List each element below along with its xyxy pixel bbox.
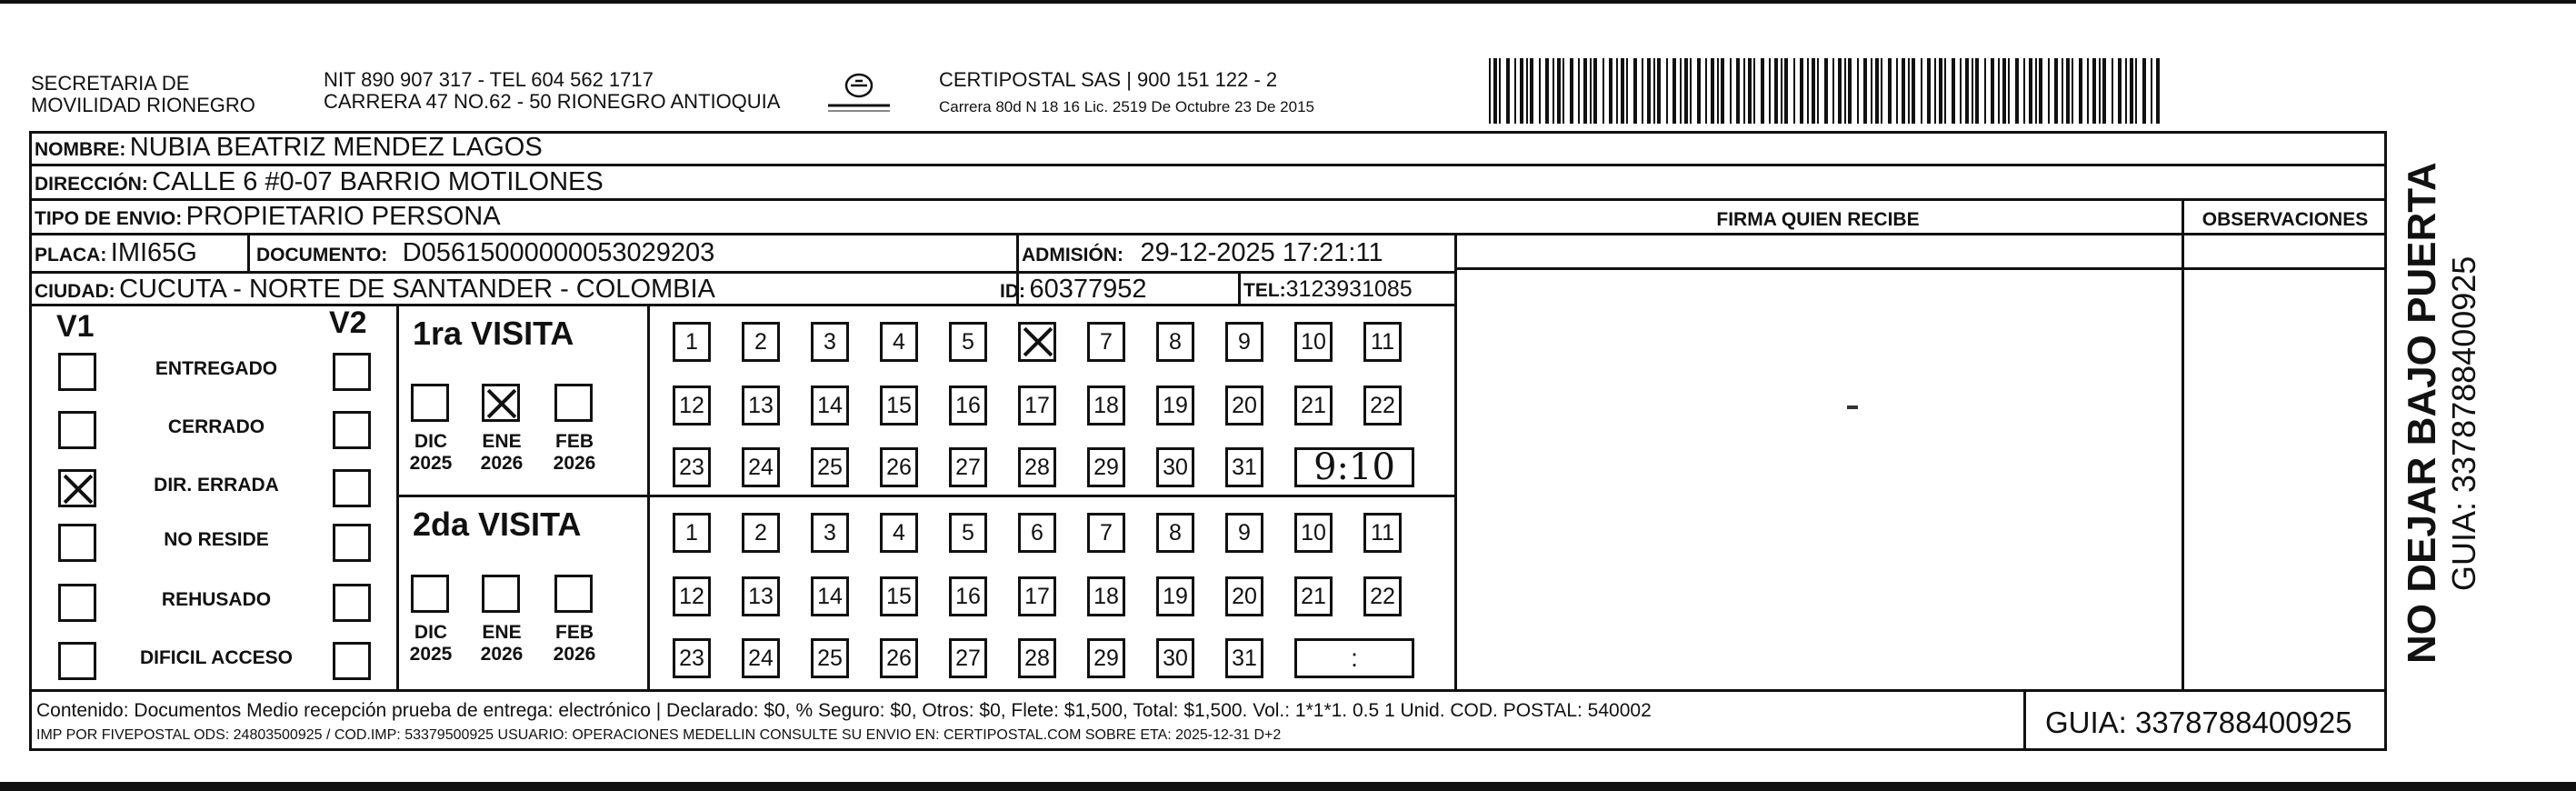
- status-option-label: NO RESIDE: [164, 529, 269, 550]
- day-box[interactable]: 10: [1294, 322, 1333, 362]
- nombre-value: NUBIA BEATRIZ MENDEZ LAGOS: [129, 133, 543, 162]
- day-box[interactable]: 13: [742, 385, 780, 426]
- visit-title: 1ra VISITA: [413, 315, 574, 352]
- placa-cell: [35, 238, 197, 268]
- month-checkbox[interactable]: [482, 575, 520, 613]
- certipostal-logo: [823, 69, 895, 116]
- v2-label: V2: [329, 305, 367, 340]
- nit-line-1: NIT 890 907 317 - TEL 604 562 1717: [324, 68, 654, 91]
- v1-checkbox[interactable]: [58, 469, 96, 507]
- id-label: ID:: [1000, 281, 1025, 302]
- ciudad-label: CIUDAD:: [35, 281, 115, 302]
- barcode-icon: [1489, 58, 2162, 124]
- day-box[interactable]: 31: [1225, 638, 1263, 678]
- day-box[interactable]: 9: [1225, 322, 1263, 362]
- imp-text: IMP POR FIVEPOSTAL ODS: 24803500925 / COD.IMP: 53379500925 USUARIO: OPERACIONES MEDELLIN CONSULTE SU ENVIO EN: CERTIPOSTAL.COM SOBRE ETA: 2025-12-31 D+2: [36, 727, 1282, 743]
- day-box[interactable]: 29: [1087, 638, 1125, 678]
- tel-label: TEL:: [1243, 280, 1286, 301]
- day-box[interactable]: 14: [811, 385, 849, 426]
- month-checkbox[interactable]: [482, 384, 520, 422]
- month-name: FEB: [555, 622, 594, 643]
- day-box[interactable]: 20: [1225, 576, 1263, 616]
- day-box[interactable]: 13: [742, 576, 780, 616]
- day-box[interactable]: 2: [742, 513, 780, 553]
- day-box[interactable]: 29: [1087, 447, 1125, 487]
- day-box[interactable]: 17: [1018, 385, 1056, 426]
- day-box[interactable]: 22: [1363, 576, 1402, 616]
- day-box[interactable]: 12: [673, 576, 711, 616]
- month-checkbox[interactable]: [411, 575, 449, 613]
- month-label: [474, 431, 529, 475]
- month-label: [547, 622, 602, 666]
- month-name: DIC: [414, 622, 448, 643]
- day-box[interactable]: 27: [949, 447, 987, 487]
- signature-mark: [1847, 406, 1858, 409]
- time-box[interactable]: :: [1294, 638, 1414, 678]
- day-box[interactable]: 24: [742, 638, 780, 678]
- month-name: ENE: [482, 431, 522, 452]
- day-box[interactable]: 26: [880, 638, 918, 678]
- carrier-line-2: Carrera 80d N 18 16 Lic. 2519 De Octubre 23 De 2015: [939, 98, 1314, 115]
- day-box[interactable]: 9: [1225, 513, 1263, 553]
- month-year: 2025: [409, 453, 453, 474]
- day-box[interactable]: 8: [1156, 322, 1194, 362]
- admision-value: 29-12-2025 17:21:11: [1140, 238, 1383, 267]
- month-name: DIC: [414, 431, 448, 452]
- day-box[interactable]: [1018, 322, 1056, 362]
- id-value: 60377952: [1029, 275, 1147, 304]
- v1-checkbox[interactable]: [58, 353, 96, 391]
- day-box[interactable]: 23: [673, 638, 711, 678]
- day-box[interactable]: 3: [811, 322, 849, 362]
- day-box[interactable]: 25: [811, 638, 849, 678]
- org-line-2: MOVILIDAD RIONEGRO: [31, 94, 255, 116]
- month-checkbox[interactable]: [411, 384, 449, 422]
- day-box[interactable]: 18: [1087, 576, 1125, 616]
- v2-checkbox[interactable]: [333, 584, 371, 622]
- observaciones-label: OBSERVACIONES: [2202, 209, 2369, 230]
- day-box[interactable]: 10: [1294, 513, 1333, 553]
- status-option-label: CERRADO: [167, 416, 265, 437]
- direccion-value: CALLE 6 #0-07 BARRIO MOTILONES: [152, 167, 604, 196]
- month-year: 2026: [480, 644, 524, 665]
- v1-checkbox[interactable]: [58, 411, 96, 449]
- day-box[interactable]: 28: [1018, 447, 1056, 487]
- day-box[interactable]: 11: [1363, 513, 1402, 553]
- status-option-label: DIR. ERRADA: [154, 475, 279, 496]
- v1-checkbox[interactable]: [58, 584, 96, 622]
- day-box[interactable]: 3: [811, 513, 849, 553]
- day-box[interactable]: 28: [1018, 638, 1056, 678]
- no-dejar-text: NO DEJAR BAJO PUERTA: [2400, 162, 2444, 664]
- day-box[interactable]: 11: [1363, 322, 1402, 362]
- top-border: [0, 0, 2576, 4]
- day-box[interactable]: 20: [1225, 385, 1263, 426]
- v1-checkbox[interactable]: [58, 524, 96, 562]
- day-box[interactable]: 19: [1156, 576, 1194, 616]
- v2-checkbox[interactable]: [333, 353, 371, 391]
- month-year: 2026: [553, 453, 596, 474]
- month-year: 2026: [480, 453, 524, 474]
- month-checkbox[interactable]: [554, 384, 593, 422]
- nit-line-2: CARRERA 47 NO.62 - 50 RIONEGRO ANTIOQUIA: [324, 90, 781, 113]
- day-box[interactable]: 24: [742, 447, 780, 487]
- month-label: [404, 431, 458, 475]
- day-box[interactable]: 1: [673, 513, 711, 553]
- day-box[interactable]: 25: [811, 447, 849, 487]
- placa-label: PLACA:: [35, 245, 107, 265]
- day-box[interactable]: 1: [673, 322, 711, 362]
- month-name: FEB: [555, 431, 594, 452]
- day-box[interactable]: 2: [742, 322, 780, 362]
- day-box[interactable]: 27: [949, 638, 987, 678]
- documento-value: D05615000000053029203: [402, 238, 715, 267]
- day-box[interactable]: 7: [1087, 322, 1125, 362]
- day-box[interactable]: 21: [1294, 576, 1333, 616]
- day-box[interactable]: 5: [949, 322, 987, 362]
- month-label: [547, 431, 602, 475]
- day-box[interactable]: 31: [1225, 447, 1263, 487]
- placa-value: IMI65G: [110, 238, 197, 267]
- day-box[interactable]: 26: [880, 447, 918, 487]
- month-year: 2025: [409, 644, 453, 665]
- direccion-label: DIRECCIÓN:: [35, 174, 148, 195]
- day-box[interactable]: 16: [949, 385, 987, 426]
- firma-label: FIRMA QUIEN RECIBE: [1716, 209, 1920, 230]
- carrier-line-1: CERTIPOSTAL SAS | 900 151 122 - 2: [939, 68, 1278, 91]
- month-label: [404, 622, 458, 666]
- ciudad-cell: [35, 275, 715, 305]
- v2-checkbox[interactable]: [333, 642, 371, 680]
- day-box[interactable]: 15: [880, 385, 918, 426]
- org-line-1: SECRETARIA DE: [31, 72, 190, 95]
- side-guia-text: GUIA: 3378788400925: [2445, 255, 2482, 591]
- status-option-label: ENTREGADO: [155, 358, 278, 379]
- direccion-row: [35, 167, 604, 197]
- contenido-text: Contenido: Documentos Medio recepción prueba de entrega: electrónico | Declarado: $0, % Seguro: $0, Otros: $0, Flete: $1,500, Total: $1,500. Vol.: 1*1*1. 0.5 1 Unid. COD. POSTAL: 540002: [36, 700, 1652, 721]
- status-option-label: DIFICIL ACCESO: [139, 647, 293, 668]
- month-label: [474, 622, 529, 666]
- day-box[interactable]: 6: [1018, 513, 1056, 553]
- day-box[interactable]: 30: [1156, 447, 1194, 487]
- day-box[interactable]: 30: [1156, 638, 1194, 678]
- guia-box: GUIA: 3378788400925: [2045, 706, 2352, 739]
- day-box[interactable]: 7: [1087, 513, 1125, 553]
- tel-value: 3123931085: [1285, 276, 1413, 302]
- id-cell: [1000, 275, 1146, 305]
- day-box[interactable]: 23: [673, 447, 711, 487]
- day-box[interactable]: 4: [880, 322, 918, 362]
- bottom-border: [0, 782, 2576, 791]
- tel-cell: [1243, 276, 1413, 303]
- month-checkbox[interactable]: [554, 575, 593, 613]
- ciudad-value: CUCUTA - NORTE DE SANTANDER - COLOMBIA: [119, 275, 715, 304]
- v2-checkbox[interactable]: [333, 524, 371, 562]
- day-box[interactable]: 12: [673, 385, 711, 426]
- day-box[interactable]: 5: [949, 513, 987, 553]
- day-box[interactable]: 22: [1363, 385, 1402, 426]
- month-name: ENE: [482, 622, 522, 643]
- nombre-row: [35, 133, 543, 163]
- v2-checkbox[interactable]: [333, 469, 371, 507]
- day-box[interactable]: 18: [1087, 385, 1125, 426]
- admision-label: ADMISIÓN:: [1022, 245, 1123, 265]
- tipo-value: PROPIETARIO PERSONA: [185, 202, 501, 231]
- documento-cell: [256, 238, 714, 268]
- day-box[interactable]: 16: [949, 576, 987, 616]
- day-box[interactable]: 17: [1018, 576, 1056, 616]
- time-box[interactable]: 9:10: [1294, 447, 1414, 487]
- day-box[interactable]: 15: [880, 576, 918, 616]
- day-box[interactable]: 14: [811, 576, 849, 616]
- day-box[interactable]: 4: [880, 513, 918, 553]
- month-year: 2026: [553, 644, 596, 665]
- day-box[interactable]: 8: [1156, 513, 1194, 553]
- v1-label: V1: [56, 309, 95, 344]
- status-option-label: REHUSADO: [161, 589, 272, 610]
- nombre-label: NOMBRE:: [35, 139, 126, 160]
- visit-title: 2da VISITA: [413, 506, 582, 543]
- tipo-label: TIPO DE ENVIO:: [35, 208, 183, 229]
- tipo-row: [35, 202, 501, 232]
- day-box[interactable]: 19: [1156, 385, 1194, 426]
- admision-cell: [1022, 238, 1383, 268]
- day-box[interactable]: 21: [1294, 385, 1333, 426]
- v2-checkbox[interactable]: [333, 411, 371, 449]
- v1-checkbox[interactable]: [58, 642, 96, 680]
- documento-label: DOCUMENTO:: [256, 245, 388, 265]
